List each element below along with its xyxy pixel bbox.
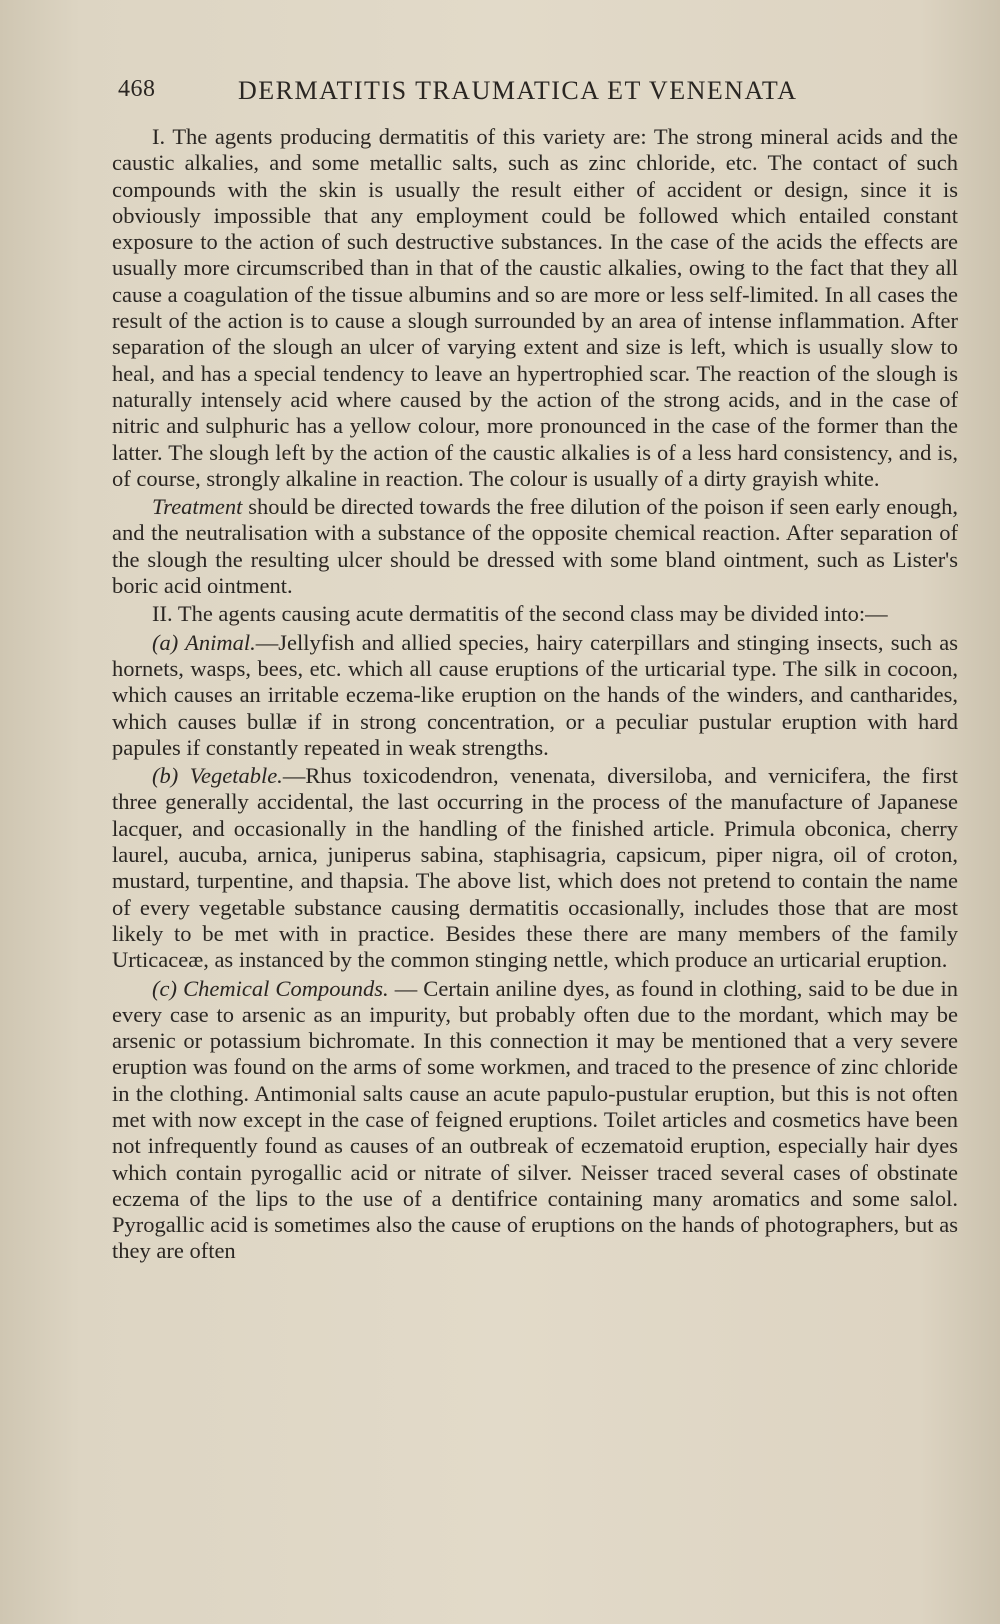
paragraph-treatment: [112, 494, 958, 599]
page-number: 468: [118, 76, 156, 102]
page-header: [118, 74, 848, 114]
body-text: [112, 124, 958, 1265]
paragraph-second-class: [112, 601, 958, 627]
paragraph-text: — Certain aniline dyes, as found in clothing, said to be due in every case to arsenic as an impurity, but probably often due to the mordant, which may be arsenic or potassium bichromate. In this connection it may be mentioned that a very severe eruption was found on the arms of some workmen, and traced to the presence of zinc chloride in the clothing. Antimonial salts cause an acute papulo-pustular eruption, but this is not often met with now except in the case of feigned eruptions. Toilet articles and cosmetics have been not infrequently found as causes of an outbreak of eczematoid eruption, especially hair dyes which contain pyrogallic acid or nitrate of silver. Neisser traced several cases of obstinate eczema of the lips to the use of a dentifrice containing many aromatics and some salol. Pyrogallic acid is sometimes also the cause of eruptions on the hands of photographers, but as they are often: [112, 975, 958, 1264]
paragraph-text: —Jellyfish and allied species, hairy caterpillars and stinging insects, such as hornets, wasps, bees, etc. which all cause eruptions of the urticarial type. The silk in cocoon, which causes an irritable eczema-like eruption on the hands of the winders, and cantharides, which causes bullæ if in strong concentration, or a peculiar pustular eruption with hard papules if constantly repeated in weak strengths.: [112, 629, 958, 760]
paragraph-text: should be directed towards the free dilution of the poison if seen early enough, and the neutralisation with a substance of the opposite chemical reaction. After separation of the slough the resulting ulcer should be dressed with some bland ointment, such as Lister's boric acid ointment.: [112, 494, 958, 599]
vegetable-lead: (b) Vegetable.: [152, 763, 283, 789]
chemical-lead: (c) Chemical Compounds.: [152, 975, 389, 1001]
treatment-lead: Treatment: [152, 494, 243, 520]
paragraph-text: —Rhus toxicodendron, venenata, diversiloba, and vernicifera, the first three generally accidental, the last occurring in the process of the manufacture of Japanese lacquer, and occasionally in the handling of the finished article. Primula obconica, cherry laurel, aucuba, arnica, juniperus sabina, staphisagria, capsicum, piper nigra, oil of croton, mustard, turpentine, and thapsia. The above list, which does not pretend to contain the name of every vegetable substance causing dermatitis occasionally, includes those that are most likely to be met with in practice. Besides these there are many members of the family Urticaceæ, as instanced by the common stinging nettle, which produce an urticarial eruption.: [112, 763, 958, 973]
paragraph-chemical: [112, 976, 958, 1265]
paragraph-agents-first-variety: [112, 124, 958, 492]
paragraph-text: I. The agents producing dermatitis of this variety are: The strong mineral acids and the caustic alkalies, and some metallic salts, such as zinc chloride, etc. The contact of such compounds with the skin is usually the result either of accident or design, since it is obviously impossible that any employment could be followed which entailed constant exposure to the action of such destructive substances. In the case of the acids the effects are usually more circumscribed than in that of the caustic alkalies, owing to the fact that they all cause a coagulation of the tissue albumins and so are more or less self-limited. In all cases the result of the action is to cause a slough surrounded by an area of intense inflammation. After separation of the slough an ulcer of varying extent and size is left, which is usually slow to heal, and has a special tendency to leave an hypertrophied scar. The reaction of the slough is naturally intensely acid where caused by the action of the strong acids, and in the case of nitric and sulphuric has a yellow colour, more pronounced in the case of the former than the latter. The slough left by the action of the caustic alkalies is of a less hard consistency, and is, of course, strongly alkaline in reaction. The colour is usually of a dirty grayish white.: [112, 124, 958, 491]
animal-lead: (a) Animal.: [152, 629, 256, 655]
paragraph-animal: [112, 630, 958, 761]
running-head: DERMATITIS TRAUMATICA ET VENENATA: [238, 76, 798, 105]
paragraph-text: II. The agents causing acute dermatitis of the second class may be divided into:—: [152, 601, 888, 627]
paragraph-vegetable: [112, 763, 958, 973]
